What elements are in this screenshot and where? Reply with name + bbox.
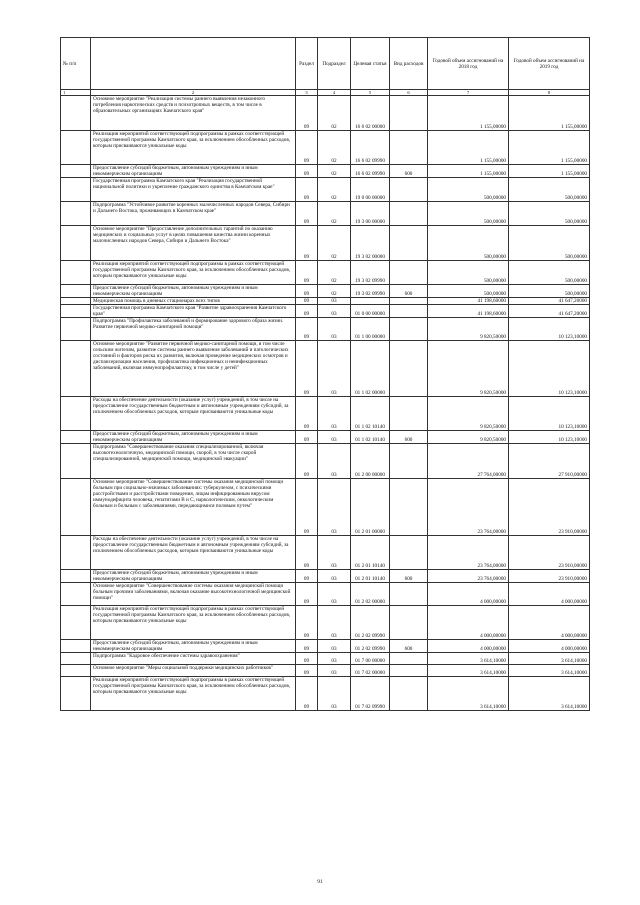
- row-name-cell: Реализация мероприятий соответствующей подпрограммы в рамках соответствующей государственной программы Камчатского края, за исключением обособленных расходов, которым присваиваются уникальные коды: [91, 677, 296, 711]
- row-subsection-cell: 03: [318, 305, 351, 318]
- row-expense-cell: 600: [390, 640, 428, 653]
- row-target-cell: 01 2 01 10140: [351, 536, 390, 570]
- column-index: 3: [296, 90, 318, 96]
- row-2019-cell: 23 910,00000: [509, 479, 590, 536]
- row-2018-cell: 3 614,10000: [428, 653, 509, 665]
- row-name-cell: Медицинская помощь в дневных стационарах всех типов: [91, 298, 296, 305]
- row-expense-cell: [390, 305, 428, 318]
- row-num-cell: [61, 285, 91, 298]
- row-2018-cell: 41 198,60000: [428, 298, 509, 305]
- column-index: 4: [318, 90, 351, 96]
- column-index: 8: [509, 90, 590, 96]
- row-expense-cell: 600: [390, 431, 428, 444]
- row-expense-cell: [390, 583, 428, 606]
- row-subsection-cell: 03: [318, 606, 351, 640]
- row-num-cell: [61, 606, 91, 640]
- row-name-cell: Предоставление субсидий бюджетным, автономным учреждениям и иным некоммерческим организациям: [91, 570, 296, 583]
- row-2018-cell: 3 614,10000: [428, 665, 509, 677]
- row-subsection-cell: 03: [318, 583, 351, 606]
- row-section-cell: 09: [296, 165, 318, 178]
- row-section-cell: 09: [296, 583, 318, 606]
- row-target-cell: 01 2 02 00000: [351, 583, 390, 606]
- header-target: Целевая статья: [351, 38, 390, 90]
- table-row: [61, 96, 590, 131]
- row-section-cell: 09: [296, 318, 318, 341]
- row-num-cell: [61, 479, 91, 536]
- row-subsection-cell: 03: [318, 536, 351, 570]
- row-2019-cell: 500,00000: [509, 261, 590, 285]
- row-2018-cell: 4 000,00000: [428, 606, 509, 640]
- row-expense-cell: [390, 677, 428, 711]
- header-2018: Годовой объем ассигнований на 2018 год: [428, 38, 509, 90]
- row-subsection-cell: 03: [318, 665, 351, 677]
- row-num-cell: [61, 165, 91, 178]
- row-target-cell: 01 7 02 00000: [351, 665, 390, 677]
- row-subsection-cell: 02: [318, 261, 351, 285]
- row-section-cell: 09: [296, 178, 318, 202]
- row-section-cell: 09: [296, 536, 318, 570]
- page-number: 91: [317, 879, 323, 885]
- row-section-cell: 09: [296, 653, 318, 665]
- column-index: 7: [428, 90, 509, 96]
- row-num-cell: [61, 298, 91, 305]
- row-expense-cell: [390, 96, 428, 131]
- table-row: [61, 444, 590, 479]
- row-subsection-cell: 03: [318, 444, 351, 479]
- row-subsection-cell: 03: [318, 653, 351, 665]
- row-target-cell: 16 6 02 09990: [351, 131, 390, 165]
- row-num-cell: [61, 665, 91, 677]
- row-2019-cell: 10 123,10000: [509, 341, 590, 397]
- row-name-cell: Основное мероприятие "Совершенствование системы оказания медицинской помощи больным прочими заболеваниями, включая оказание высокотехнологичной медицинской помощи": [91, 583, 296, 606]
- header-num: № п/п: [61, 38, 91, 90]
- row-section-cell: 09: [296, 397, 318, 431]
- row-2019-cell: 500,00000: [509, 285, 590, 298]
- row-name-cell: Основное мероприятие "Меры социальной поддержки медицинских работников": [91, 665, 296, 677]
- row-2019-cell: 500,00000: [509, 202, 590, 226]
- row-section-cell: 09: [296, 677, 318, 711]
- row-section-cell: 09: [296, 444, 318, 479]
- row-name-cell: Основное мероприятие "Предоставление дополнительных гарантий по оказанию медицинских и социальных услуг в целях повышения качества жизни коренных малочисленных народов Севера, Сибири и Дальнего Востока": [91, 226, 296, 261]
- row-subsection-cell: 02: [318, 178, 351, 202]
- row-2019-cell: 3 614,10000: [509, 665, 590, 677]
- row-expense-cell: [390, 606, 428, 640]
- row-2018-cell: 41 198,60000: [428, 305, 509, 318]
- row-expense-cell: [390, 202, 428, 226]
- row-num-cell: [61, 305, 91, 318]
- row-name-cell: Основное мероприятие "Развитие первичной медико-санитарной помощи, в том числе сельским жителям, развитие системы раннего выявления заболеваний и патологических состояний и факторов риска их развития, включая проведение медицинских осмотров и диспансеризации населения, профилактика инфекционных и неинфекционных заболеваний, включая иммунопрофилактику, в том числе у детей": [91, 341, 296, 397]
- row-2019-cell: 3 614,10000: [509, 677, 590, 711]
- table-row: [61, 226, 590, 261]
- row-target-cell: 01 7 00 00000: [351, 653, 390, 665]
- row-2018-cell: 9 820,50000: [428, 341, 509, 397]
- row-name-cell: Предоставление субсидий бюджетным, автономным учреждениям и иным некоммерческим организациям: [91, 431, 296, 444]
- table-row: [61, 677, 590, 711]
- row-target-cell: 16 6 02 00000: [351, 96, 390, 131]
- row-subsection-cell: 03: [318, 431, 351, 444]
- row-2018-cell: 9 820,50000: [428, 318, 509, 341]
- row-subsection-cell: 02: [318, 165, 351, 178]
- row-2018-cell: 23 764,00000: [428, 536, 509, 570]
- row-expense-cell: [390, 131, 428, 165]
- row-2018-cell: 500,00000: [428, 178, 509, 202]
- row-subsection-cell: 03: [318, 479, 351, 536]
- row-subsection-cell: 02: [318, 96, 351, 131]
- row-target-cell: 01 2 01 10140: [351, 570, 390, 583]
- table-row: [61, 479, 590, 536]
- row-expense-cell: [390, 665, 428, 677]
- row-expense-cell: [390, 536, 428, 570]
- row-expense-cell: [390, 261, 428, 285]
- row-2018-cell: 1 155,00000: [428, 131, 509, 165]
- row-2018-cell: 23 764,00000: [428, 570, 509, 583]
- row-section-cell: 09: [296, 665, 318, 677]
- row-subsection-cell: 03: [318, 318, 351, 341]
- row-2019-cell: 10 123,10000: [509, 431, 590, 444]
- row-expense-cell: [390, 226, 428, 261]
- row-name-cell: Реализация мероприятий соответствующей подпрограммы в рамках соответствующей государственной программы Камчатского края, за исключением обособленных расходов, которым присваиваются уникальные коды: [91, 131, 296, 165]
- row-section-cell: 09: [296, 298, 318, 305]
- row-2018-cell: 9 820,50000: [428, 431, 509, 444]
- row-target-cell: 01 1 02 00000: [351, 341, 390, 397]
- row-num-cell: [61, 226, 91, 261]
- row-section-cell: 09: [296, 305, 318, 318]
- row-expense-cell: [390, 318, 428, 341]
- row-target-cell: [351, 298, 390, 305]
- row-2018-cell: 9 820,50000: [428, 397, 509, 431]
- row-target-cell: 19 3 02 09990: [351, 285, 390, 298]
- row-target-cell: 19 0 00 00000: [351, 178, 390, 202]
- header-subsection: Подраздел: [318, 38, 351, 90]
- row-2019-cell: 23 910,00000: [509, 536, 590, 570]
- row-section-cell: 09: [296, 131, 318, 165]
- row-2019-cell: 4 000,00000: [509, 640, 590, 653]
- row-subsection-cell: 03: [318, 640, 351, 653]
- row-section-cell: 09: [296, 226, 318, 261]
- header-expense: Вид расходов: [390, 38, 428, 90]
- row-section-cell: 09: [296, 606, 318, 640]
- row-2018-cell: 27 764,00000: [428, 444, 509, 479]
- row-subsection-cell: 02: [318, 226, 351, 261]
- column-index: 2: [91, 90, 296, 96]
- row-num-cell: [61, 640, 91, 653]
- row-2019-cell: 1 155,00000: [509, 131, 590, 165]
- table-row: [61, 202, 590, 226]
- row-2019-cell: 10 123,10000: [509, 318, 590, 341]
- row-num-cell: [61, 536, 91, 570]
- table-row: [61, 318, 590, 341]
- row-name-cell: Реализация мероприятий соответствующей подпрограммы в рамках соответствующей государственной программы Камчатского края, за исключением обособленных расходов, которым присваиваются уникальные коды: [91, 606, 296, 640]
- row-name-cell: Предоставление субсидий бюджетным, автономным учреждениям и иным некоммерческим организациям: [91, 640, 296, 653]
- row-2018-cell: 3 614,10000: [428, 677, 509, 711]
- row-section-cell: 09: [296, 285, 318, 298]
- row-subsection-cell: 03: [318, 570, 351, 583]
- row-2018-cell: 4 000,00000: [428, 640, 509, 653]
- row-expense-cell: 600: [390, 570, 428, 583]
- row-target-cell: 01 1 00 00000: [351, 318, 390, 341]
- row-name-cell: Предоставление субсидий бюджетным, автономным учреждениям и иным некоммерческим организациям: [91, 165, 296, 178]
- table-row: [61, 431, 590, 444]
- table-row: [61, 165, 590, 178]
- row-2019-cell: 10 123,10000: [509, 397, 590, 431]
- row-2019-cell: 41 647,20000: [509, 305, 590, 318]
- row-section-cell: 09: [296, 640, 318, 653]
- row-2019-cell: 1 155,00000: [509, 165, 590, 178]
- row-name-cell: Подпрограмма "Совершенствование оказания специализированной, включая высокотехнологичную, медицинской помощи, скорой, в том числе скорой специализированной, медицинской помощи, медицинской эвакуации": [91, 444, 296, 479]
- row-num-cell: [61, 261, 91, 285]
- row-2018-cell: 1 155,00000: [428, 165, 509, 178]
- table-row: [61, 131, 590, 165]
- row-2019-cell: 1 155,00000: [509, 96, 590, 131]
- row-2019-cell: 27 910,00000: [509, 444, 590, 479]
- row-target-cell: 01 2 00 00000: [351, 444, 390, 479]
- row-2018-cell: 1 155,00000: [428, 96, 509, 131]
- row-2019-cell: 3 614,10000: [509, 653, 590, 665]
- row-expense-cell: [390, 479, 428, 536]
- row-section-cell: 09: [296, 261, 318, 285]
- row-2018-cell: 500,00000: [428, 202, 509, 226]
- row-name-cell: Основное мероприятие "Совершенствование системы оказания медицинской помощи больным при социально-значимых заболеваниях: туберкулезом, с психическими расстройствами и расстройствами поведения, лицам инфицированным вирусом иммунодефицита человека, гепатитами B и C, наркологическим, онкологическим больным и больным с заболеваниями, передающимися половым путем": [91, 479, 296, 536]
- row-num-cell: [61, 653, 91, 665]
- row-subsection-cell: 02: [318, 131, 351, 165]
- row-num-cell: [61, 178, 91, 202]
- table-row: [61, 653, 590, 665]
- table-row: [61, 285, 590, 298]
- row-2018-cell: 23 764,00000: [428, 479, 509, 536]
- row-section-cell: 09: [296, 202, 318, 226]
- row-num-cell: [61, 96, 91, 131]
- row-target-cell: 01 1 02 10140: [351, 431, 390, 444]
- row-name-cell: Основное мероприятие "Реализация системы раннего выявления незаконного потребления наркотических средств и психотропных веществ, в том числе в образовательных организациях Камчатского края": [91, 96, 296, 131]
- row-expense-cell: 600: [390, 285, 428, 298]
- row-target-cell: 01 7 02 09990: [351, 677, 390, 711]
- row-expense-cell: [390, 397, 428, 431]
- row-expense-cell: [390, 298, 428, 305]
- row-subsection-cell: 03: [318, 677, 351, 711]
- row-subsection-cell: 03: [318, 298, 351, 305]
- table-row: [61, 341, 590, 397]
- row-2019-cell: 4 000,00000: [509, 606, 590, 640]
- row-target-cell: 01 2 02 09990: [351, 640, 390, 653]
- row-expense-cell: [390, 653, 428, 665]
- row-2019-cell: 500,00000: [509, 226, 590, 261]
- row-target-cell: 01 1 02 10140: [351, 397, 390, 431]
- row-num-cell: [61, 570, 91, 583]
- row-target-cell: 19 3 02 00000: [351, 226, 390, 261]
- row-target-cell: 16 6 02 09990: [351, 165, 390, 178]
- row-num-cell: [61, 583, 91, 606]
- row-num-cell: [61, 318, 91, 341]
- row-name-cell: Предоставление субсидий бюджетным, автономным учреждениям и иным некоммерческим организациям: [91, 285, 296, 298]
- row-name-cell: Государственная программа Камчатского края "Реализация государственной национальной политики и укрепление гражданского единства в Камчатском крае": [91, 178, 296, 202]
- row-num-cell: [61, 341, 91, 397]
- column-index: 5: [351, 90, 390, 96]
- row-subsection-cell: 03: [318, 341, 351, 397]
- table-row: [61, 606, 590, 640]
- row-2018-cell: 4 000,00000: [428, 583, 509, 606]
- table-row: [61, 178, 590, 202]
- row-section-cell: 09: [296, 96, 318, 131]
- header-section: Раздел: [296, 38, 318, 90]
- row-subsection-cell: 03: [318, 397, 351, 431]
- row-num-cell: [61, 431, 91, 444]
- row-name-cell: Расходы на обеспечение деятельности (оказание услуг) учреждений, в том числе на предоставление государственным бюджетным и автономным учреждениям субсидий, за исключением обособленных расходов, которым присваиваются уникальные коды: [91, 536, 296, 570]
- budget-table: [60, 37, 590, 711]
- row-name-cell: Реализация мероприятий соответствующей подпрограммы в рамках соответствующей государственной программы Камчатского края, за исключением обособленных расходов, которым присваиваются уникальные коды: [91, 261, 296, 285]
- row-num-cell: [61, 202, 91, 226]
- row-name-cell: Подпрограмма "Устойчивое развитие коренных малочисленных народов Севера, Сибири и Дальнего Востока, проживающих в Камчатском крае": [91, 202, 296, 226]
- table-row: [61, 305, 590, 318]
- row-section-cell: 09: [296, 479, 318, 536]
- row-name-cell: Подпрограмма "Профилактика заболеваний и формирование здорового образа жизни. Развитие первичной медико-санитарной помощи": [91, 318, 296, 341]
- row-num-cell: [61, 397, 91, 431]
- column-index: 1: [61, 90, 91, 96]
- table-row: [61, 298, 590, 305]
- row-subsection-cell: 02: [318, 202, 351, 226]
- table-header-row: [61, 38, 590, 90]
- row-target-cell: 01 2 01 00000: [351, 479, 390, 536]
- row-expense-cell: [390, 444, 428, 479]
- header-name: [91, 38, 296, 90]
- row-section-cell: 09: [296, 431, 318, 444]
- row-target-cell: 01 2 02 09990: [351, 606, 390, 640]
- row-expense-cell: [390, 341, 428, 397]
- row-2019-cell: 4 000,00000: [509, 583, 590, 606]
- row-name-cell: Расходы на обеспечение деятельности (оказание услуг) учреждений, в том числе на предоставление государственным бюджетным и автономным учреждениям субсидий, за исключением обособленных расходов, которым присваиваются уникальные коды: [91, 397, 296, 431]
- table-row: [61, 536, 590, 570]
- row-name-cell: Подпрограмма "Кадровое обеспечение системы здравоохранения": [91, 653, 296, 665]
- row-name-cell: Государственная программа Камчатского края "Развитие здравоохранения Камчатского края": [91, 305, 296, 318]
- column-index: 6: [390, 90, 428, 96]
- row-2018-cell: 500,00000: [428, 285, 509, 298]
- row-target-cell: 19 3 00 00000: [351, 202, 390, 226]
- row-subsection-cell: 02: [318, 285, 351, 298]
- row-num-cell: [61, 677, 91, 711]
- table-row: [61, 570, 590, 583]
- row-2018-cell: 500,00000: [428, 261, 509, 285]
- row-2019-cell: 500,00000: [509, 178, 590, 202]
- row-num-cell: [61, 131, 91, 165]
- table-row: [61, 261, 590, 285]
- row-expense-cell: 600: [390, 165, 428, 178]
- table-row: [61, 665, 590, 677]
- row-2019-cell: 23 910,00000: [509, 570, 590, 583]
- table-row: [61, 640, 590, 653]
- row-expense-cell: [390, 178, 428, 202]
- row-2018-cell: 500,00000: [428, 226, 509, 261]
- row-section-cell: 09: [296, 570, 318, 583]
- table-row: [61, 397, 590, 431]
- row-target-cell: 01 0 00 00000: [351, 305, 390, 318]
- row-target-cell: 19 3 02 09990: [351, 261, 390, 285]
- table-row: [61, 583, 590, 606]
- row-num-cell: [61, 444, 91, 479]
- header-2019: Годовой объем ассигнований на 2019 год: [509, 38, 590, 90]
- row-section-cell: 09: [296, 341, 318, 397]
- row-2019-cell: 41 647,20000: [509, 298, 590, 305]
